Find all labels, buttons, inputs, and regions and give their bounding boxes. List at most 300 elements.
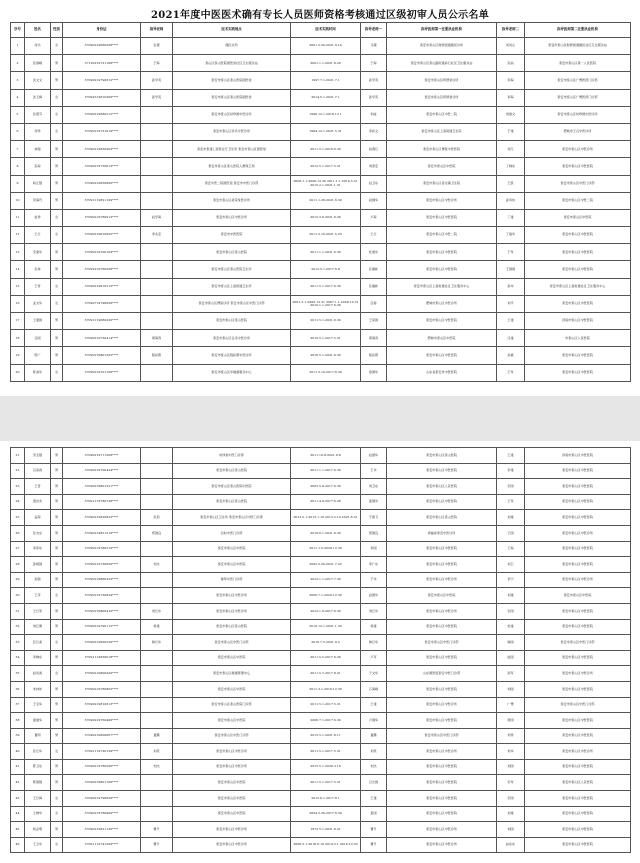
table-cell: 男 xyxy=(51,572,63,588)
table-cell: 泰安市泰山区中医门诊部 xyxy=(387,635,497,651)
table-cell: 男 xyxy=(51,681,63,697)
table-cell: 王红 xyxy=(25,227,51,244)
table-cell: 泰安市泰山区博爱中医医院 xyxy=(387,141,497,158)
table-cell: 男 xyxy=(51,158,63,175)
document-page-1 xyxy=(0,0,640,396)
table-cell: 泰安市泰山区中医门诊部 xyxy=(387,728,497,744)
table-cell: 何红 xyxy=(497,141,525,158)
table-cell: 泰安市泰山区中医诊所 xyxy=(173,759,291,775)
table-cell: 2011.5.1-2016.6.30 xyxy=(291,141,361,158)
column-header: 医术实践时间 xyxy=(291,23,361,38)
table-cell: 27 xyxy=(11,541,25,557)
table-cell: 37090219711208**** xyxy=(63,448,141,464)
table-cell: 37091119780728**** xyxy=(63,494,141,510)
table-cell: 2016.7.5-2021.9.2 xyxy=(291,635,361,651)
table-cell: 程彩霞 xyxy=(141,347,173,364)
table-cell: 时珍堂中医门诊部 xyxy=(173,448,291,464)
table-cell: 泰安市泰山区中医门诊部 xyxy=(525,175,631,192)
table-cell: 2016.6.1-2021.6.30 xyxy=(291,525,361,541)
table-cell: 2010.12.1-2021.1.30 xyxy=(291,619,361,635)
table-cell: 2011.5.1-2017.5.31 xyxy=(291,697,361,713)
table-cell: 女 xyxy=(51,278,63,295)
table-cell: 男 xyxy=(51,541,63,557)
table-cell: 男 xyxy=(51,72,63,89)
table-cell: 刘国 xyxy=(497,681,525,697)
table-cell: 37092319810306**** xyxy=(63,89,141,106)
table-row xyxy=(11,55,631,72)
table-cell: 吕志国 xyxy=(361,775,387,791)
table-cell: 泰安市泰山区中医医院 xyxy=(525,603,631,619)
column-header: 指导医师第一注册执业机构 xyxy=(387,23,497,38)
table-cell: 男 xyxy=(51,619,63,635)
table-cell: 17 xyxy=(11,313,25,330)
table-row xyxy=(11,158,631,175)
table-cell: 泰安市泰山区中医院 xyxy=(173,557,291,573)
table-cell: 刘杰 xyxy=(141,557,173,573)
table-row xyxy=(11,448,631,464)
table-cell: 刘卫东 xyxy=(361,479,387,495)
table-cell: 赵国 xyxy=(497,650,525,666)
table-cell: 泰安市泰山区中医医院 xyxy=(387,313,497,330)
table-row xyxy=(11,650,631,666)
table-cell: 泰安市泰山区任丞中医诊所 xyxy=(173,330,291,347)
table-cell: 孙嘉 xyxy=(497,347,525,364)
table-cell: 38 xyxy=(11,713,25,729)
table-cell: 张莉 xyxy=(141,510,173,526)
table-cell: 赵秀 xyxy=(25,209,51,226)
table-cell: 泰安市泰山区泰山医院国医堂 xyxy=(173,89,291,106)
table-cell: 泰安市泰山区程彩霞中医诊所 xyxy=(173,347,291,364)
table-cell: 女 xyxy=(51,89,63,106)
table-cell: 赵学海 xyxy=(141,209,173,226)
table-cell: 男 xyxy=(51,244,63,261)
table-cell: 2011.1.1-2021.6.30 xyxy=(291,244,361,261)
table-cell: 张吉东 xyxy=(25,525,51,541)
table-cell: 泰安市泰山区中医医院 xyxy=(525,650,631,666)
table-cell: 37090219701106**** xyxy=(63,364,141,381)
table-cell: 泰安市泰山区泰山医院 xyxy=(173,244,291,261)
table-cell: 37091119830618**** xyxy=(63,650,141,666)
table-cell: 37090219790828**** xyxy=(63,791,141,807)
table-cell: 泰安市泰山区中医医院 xyxy=(525,227,631,244)
table-cell: 男 xyxy=(51,525,63,541)
table-cell: 37090219800410**** xyxy=(63,603,141,619)
table-cell: 韩红华 xyxy=(361,635,387,651)
table-cell: 李宁 xyxy=(497,572,525,588)
table-cell: 杨建 xyxy=(361,619,387,635)
table-row xyxy=(11,494,631,510)
table-row xyxy=(11,775,631,791)
table-cell: 泰安市泰山区中医二院 xyxy=(525,192,631,209)
table-cell: 市泰山区人民医院 xyxy=(525,330,631,347)
table-row xyxy=(11,666,631,682)
table-cell: 刘华 xyxy=(497,744,525,760)
table-cell: 泰安市泰山区泰山医院 xyxy=(173,313,291,330)
table-row xyxy=(11,525,631,541)
table-cell: 男 xyxy=(51,650,63,666)
table-cell: 聂洪杰 xyxy=(25,494,51,510)
table-cell: 吕家森 xyxy=(25,463,51,479)
table-cell: 4 xyxy=(11,89,25,106)
document-page-2 xyxy=(0,441,640,863)
table-cell: 泰安市泰山区中医医院 xyxy=(525,619,631,635)
table-cell xyxy=(141,141,173,158)
table-cell: 杜建华 xyxy=(361,244,387,261)
table-cell: 2011.1.28-2021.6.30 xyxy=(291,192,361,209)
table-cell: 吕春 xyxy=(361,295,387,312)
table-cell: 泰安市泰山区中医诊所 xyxy=(173,588,291,604)
table-cell: 山东国医馆泰安中医门诊部 xyxy=(387,666,497,682)
table-cell: 杨正强 xyxy=(25,175,51,192)
table-cell: 泰安市泰山区泰山医院门诊部 xyxy=(173,697,291,713)
table-cell: 2011.5.7-2017.8.21 xyxy=(291,666,361,682)
table-cell: 卢海 xyxy=(361,209,387,226)
table-cell: 2001.1.1-2021.8.20 xyxy=(291,55,361,72)
table-cell: 35 xyxy=(11,666,25,682)
table-cell: 2006.7.1-2017.6.30 xyxy=(291,713,361,729)
table-cell: 李彩文 xyxy=(361,123,387,140)
table-cell: 37090719790828**** xyxy=(63,295,141,312)
table-cell: 曹升 xyxy=(141,837,173,853)
table-cell: 37090219750813**** xyxy=(63,158,141,175)
table-cell: 沈文文 xyxy=(25,72,51,89)
table-row xyxy=(11,313,631,330)
table-cell: 2011.3.1-2016.12.30 xyxy=(291,681,361,697)
table-cell: 王云华 xyxy=(25,837,51,853)
table-cell: 泰安市泰山区卫生所 泰安市泰山区中医门诊部 xyxy=(173,510,291,526)
table-cell: 程彩霞 xyxy=(361,347,387,364)
table-cell: 赵国华 xyxy=(361,192,387,209)
table-cell: 37092219760508**** xyxy=(63,261,141,278)
page-title: 2021年度中医医术确有专长人员医师资格考核通过区级初审人员公示名单 xyxy=(150,10,490,21)
table-cell: 宋国 xyxy=(497,479,525,495)
table-cell xyxy=(141,175,173,192)
table-cell: 男 xyxy=(51,728,63,744)
table-body xyxy=(11,448,631,853)
table-cell: 1997.7.1-2021.7.1 xyxy=(291,72,361,89)
table-cell: 张雁彬 xyxy=(361,261,387,278)
table-cell: 24 xyxy=(11,494,25,510)
table-row xyxy=(11,822,631,838)
table-cell: 泰安市泰山区中医诊所 xyxy=(525,141,631,158)
table-cell: 周海涛 xyxy=(141,330,173,347)
table-cell: 1996.12.1-2018.12.1 xyxy=(291,106,361,123)
table-cell: 曹升 xyxy=(361,822,387,838)
table-row xyxy=(11,209,631,226)
table-cell: 王国 xyxy=(497,525,525,541)
column-header: 身份证 xyxy=(63,23,141,38)
table-cell: 刘红华 xyxy=(141,603,173,619)
table-cell: 王建 xyxy=(497,448,525,464)
table-cell: 郑国良 xyxy=(141,525,173,541)
table-row xyxy=(11,330,631,347)
table-cell: 泰安市泰山区中医诊所 xyxy=(387,837,497,853)
table-row xyxy=(11,728,631,744)
table-cell: 泰安市泰山区中医医院 xyxy=(525,494,631,510)
table-cell: 济南市泰山区中医医院 xyxy=(525,313,631,330)
table-cell: 泰山区泰山医院国医堂社区卫生服务站 xyxy=(173,55,291,72)
table-cell: 29 xyxy=(11,572,25,588)
table-cell: 任建 xyxy=(497,330,525,347)
table-cell xyxy=(141,588,173,604)
table-cell: 泰安市泰山区中医二院 xyxy=(387,106,497,123)
table-cell: 卢军 xyxy=(361,650,387,666)
table-row xyxy=(11,261,631,278)
table-cell: 李海 xyxy=(497,89,525,106)
table-cell xyxy=(141,123,173,140)
table-cell: 宋军 xyxy=(497,775,525,791)
column-header: 姓名 xyxy=(25,23,51,38)
table-cell: 王红梅 xyxy=(25,791,51,807)
table-cell: 泰安市泰山区上高街道卫生所 xyxy=(173,278,291,295)
table-cell: 孙相国 xyxy=(25,557,51,573)
table-cell: 37090219700109**** xyxy=(63,244,141,261)
table-cell: 夏建华 xyxy=(25,713,51,729)
table-cell: 泰安市泰山区泰山医院 xyxy=(173,619,291,635)
table-cell: 济南市泰山区中医医院 xyxy=(525,448,631,464)
applicant-table-1 xyxy=(10,22,631,382)
table-cell: 3 xyxy=(11,72,25,89)
table-cell: 男 xyxy=(51,347,63,364)
table-cell: 吴宝强 xyxy=(25,448,51,464)
table-cell: 2015.5.1-2020.3.19 xyxy=(291,759,361,775)
table-row xyxy=(11,588,631,604)
table-cell: 泰安市泰山区中医医院 xyxy=(525,837,631,853)
table-cell: 陈卫东 xyxy=(25,759,51,775)
table-cell: 男 xyxy=(51,55,63,72)
table-cell: 泰安市泰山区中医医院 xyxy=(525,791,631,807)
column-header: 指导老师二 xyxy=(497,23,525,38)
table-cell: 孙风伟 xyxy=(497,192,525,209)
table-row xyxy=(11,364,631,381)
table-cell: 泰安市泰山区中医二院 xyxy=(387,227,497,244)
table-cell: 泰安市泰山区广博医药门诊部 xyxy=(525,72,631,89)
table-row xyxy=(11,123,631,140)
table-cell: 18 xyxy=(11,330,25,347)
table-cell: 泰安市泰山区财源街道健民社区卫生服务站 xyxy=(525,38,631,55)
table-cell: 45 xyxy=(11,822,25,838)
table-cell: 泰安市泰山区中医医院 xyxy=(525,479,631,495)
table-row xyxy=(11,837,631,853)
table-cell: 李兆安 xyxy=(141,227,173,244)
table-cell: 16 xyxy=(11,295,25,312)
table-cell: 女 xyxy=(51,588,63,604)
table-cell: 张红华 xyxy=(25,744,51,760)
table-cell: 泰安市泰山区中医医院 xyxy=(525,158,631,175)
table-cell: 泰安市泰山区中医门诊部 xyxy=(525,635,631,651)
table-cell: 15 xyxy=(11,278,25,295)
table-cell: 泰安市泰山区泰山医院 xyxy=(387,448,497,464)
table-row xyxy=(11,479,631,495)
table-cell: 张雁彬 xyxy=(361,278,387,295)
table-cell: 1 xyxy=(11,38,25,55)
table-cell: 2001.5.1-2006.12.31 2007.1.1-2009.12.31 2010.1.1-2017.6.30 xyxy=(291,295,361,312)
table-cell: 泰安中医二院国医馆 泰安市中医门诊部 xyxy=(173,175,291,192)
table-cell: 2011.1.5-2020.12.30 xyxy=(291,541,361,557)
table-cell: 23 xyxy=(11,479,25,495)
table-cell: 女 xyxy=(51,364,63,381)
table-cell xyxy=(141,775,173,791)
table-cell: 刘建 xyxy=(497,588,525,604)
column-header: 指导医师第二注册执业机构 xyxy=(525,23,631,38)
table-cell: 2012.5.1-2017.6.8 xyxy=(291,261,361,278)
table-cell: 杨必明 xyxy=(25,822,51,838)
table-cell: 韩国 xyxy=(497,635,525,651)
table-cell: 何珍 xyxy=(25,123,51,140)
table-cell: 泰安市泰山区中医院 xyxy=(173,713,291,729)
table-cell: 2011.4.9-2017.6.28 xyxy=(291,494,361,510)
table-cell: 男 xyxy=(51,697,63,713)
table-cell: 泰安市泰山区泰山医院 xyxy=(387,510,497,526)
table-cell: 43 xyxy=(11,791,25,807)
table-cell: 何出 xyxy=(25,38,51,55)
table-cell: 李广东 xyxy=(361,557,387,573)
table-cell: 姜国华 xyxy=(361,494,387,510)
table-cell: 37090219830806**** xyxy=(63,175,141,192)
table-cell xyxy=(141,192,173,209)
table-cell: 泰安市泰山区中医院 xyxy=(525,209,631,226)
table-cell: 丁建 xyxy=(497,209,525,226)
table-cell: 四时中医门诊部 xyxy=(173,525,291,541)
table-cell: 男 xyxy=(51,557,63,573)
table-cell: 2015.5.1-2021.8.11 xyxy=(291,728,361,744)
table-cell: 女 xyxy=(51,209,63,226)
table-cell: 37091119720129**** xyxy=(63,744,141,760)
table-cell: 泰安市泰山区中医院 xyxy=(173,791,291,807)
table-cell: 孙学英 xyxy=(361,72,387,89)
table-cell: 刘建文 xyxy=(497,106,525,123)
table-cell: 泰安市泰山区时珍国中医诊所 xyxy=(525,106,631,123)
table-row xyxy=(11,806,631,822)
table-cell: 2011.5.1-2017.5.31 xyxy=(291,775,361,791)
table-cell: 37090219851216**** xyxy=(63,525,141,541)
table-cell: 王红 xyxy=(361,227,387,244)
table-cell: 男 xyxy=(51,775,63,791)
table-cell: 王建 xyxy=(361,791,387,807)
table-row xyxy=(11,192,631,209)
table-cell: 陈广 xyxy=(25,347,51,364)
table-cell: 泰安市泰山区中医医院 xyxy=(387,650,497,666)
table-row xyxy=(11,463,631,479)
table-cell: 泰安市泰山区中医医院 xyxy=(387,791,497,807)
table-cell: 赵东东 xyxy=(497,837,525,853)
table-cell: 2011.10.8-2021.8.8 xyxy=(291,448,361,464)
table-cell: 泰安市泰山区中医医院 xyxy=(387,541,497,557)
table-row xyxy=(11,175,631,192)
table-cell: 夏鹏 xyxy=(141,728,173,744)
table-cell: 37090219820529**** xyxy=(63,635,141,651)
table-cell: 男 xyxy=(51,175,63,192)
table-cell: 男 xyxy=(51,713,63,729)
table-cell: 张红美 xyxy=(25,635,51,651)
table-row xyxy=(11,572,631,588)
table-cell: 孙军 xyxy=(497,666,525,682)
table-cell: 沈玉梅 xyxy=(25,89,51,106)
page-gap xyxy=(0,396,640,441)
table-cell: 2012.5.1-2017.5.31 xyxy=(291,158,361,175)
table-cell: 王晓华 xyxy=(25,806,51,822)
table-cell: 王凯 xyxy=(497,175,525,192)
table-cell: 肥城市王瓜中医诊所 xyxy=(525,123,631,140)
table-cell: 2010.5.1-2017.5.31 xyxy=(291,330,361,347)
table-cell: 丁晓东 xyxy=(497,158,525,175)
table-row xyxy=(11,681,631,697)
table-cell: 泰安市泰山区中医诊所 xyxy=(525,666,631,682)
table-cell: 9 xyxy=(11,175,25,192)
table-cell: 孙强 xyxy=(25,572,51,588)
table-cell: 女 xyxy=(51,837,63,853)
table-cell: 泰安市泰山区中医诊所 xyxy=(173,837,291,853)
table-row xyxy=(11,278,631,295)
table-cell: 泰安市泰山区博爱诊所 泰安市泰山区中医门诊部 xyxy=(173,295,291,312)
table-cell: 37090219800420**** xyxy=(63,666,141,682)
table-cell: 21 xyxy=(11,448,25,464)
table-cell: 王军 xyxy=(497,494,525,510)
table-cell: 泰安市泰山区邦德堂诊所 xyxy=(387,72,497,89)
table-cell: 2015.3.6-2021.6.30 xyxy=(291,209,361,226)
table-cell: 男 xyxy=(51,448,63,464)
table-cell: 2006.1.1-2006.12.30 2011.1.1-2014.3.31 2015.2.1-2021.1.31 xyxy=(291,175,361,192)
table-cell: 男 xyxy=(51,313,63,330)
table-cell: 37090219790812**** xyxy=(63,72,141,89)
table-cell: 37090219810813**** xyxy=(63,697,141,713)
table-row xyxy=(11,38,631,55)
table-cell: 泰安市泰山区中医院 xyxy=(173,541,291,557)
table-cell: 姜国 xyxy=(361,806,387,822)
table-cell xyxy=(141,278,173,295)
table-cell: 韩红华 xyxy=(141,635,173,651)
table-cell: 34 xyxy=(11,650,25,666)
table-cell: 刘卫 xyxy=(497,557,525,573)
table-cell: 7 xyxy=(11,141,25,158)
table-cell: 女 xyxy=(51,791,63,807)
table-cell: 男 xyxy=(51,479,63,495)
table-cell: 28 xyxy=(11,557,25,573)
table-row xyxy=(11,557,631,573)
table-cell: 赵卫东 xyxy=(361,175,387,192)
table-cell: 周国 xyxy=(497,713,525,729)
table-cell: 刘杰 xyxy=(141,759,173,775)
table-cell: 泰安市泰山区中医诊所 xyxy=(525,572,631,588)
table-cell: 马捷 xyxy=(361,38,387,55)
table-cell: 泰安市泰山区中医医院 xyxy=(387,209,497,226)
table-cell: 泰安市泰山区中医院 xyxy=(387,588,497,604)
table-cell: 36 xyxy=(11,681,25,697)
table-cell: 泰安市泰山区第一人民医院 xyxy=(525,55,631,72)
table-cell: 刘英 xyxy=(361,744,387,760)
table-cell: 女 xyxy=(51,227,63,244)
table-cell: 赵国华 xyxy=(361,588,387,604)
table-cell: 泰安市泰山区中医诊所 xyxy=(173,822,291,838)
table-cell: 泰安市泰山区中医医院 xyxy=(387,806,497,822)
table-cell: 刘英 xyxy=(141,744,173,760)
table-cell: 刘红旗 xyxy=(25,619,51,635)
table-cell: 2011.5.10-2017.6.30 xyxy=(291,364,361,381)
table-cell: 杜建 xyxy=(497,619,525,635)
table-cell: 泰安市泰山区中医诊所 xyxy=(387,822,497,838)
table-cell: 泰安市泰山区中医医院 xyxy=(387,681,497,697)
table-cell: 张林 xyxy=(25,261,51,278)
table-cell: 刘红华 xyxy=(361,603,387,619)
table-cell: 2011.5.1-2017.5.31 xyxy=(291,744,361,760)
table-cell: 2011.5.1-2021.6.30 xyxy=(291,313,361,330)
table-cell: 泰安市泰山区中医院 xyxy=(173,650,291,666)
table-cell: 37090219820823**** xyxy=(63,510,141,526)
table-cell: 37090219680215**** xyxy=(63,106,141,123)
table-cell: 男 xyxy=(51,510,63,526)
table-cell: 泰安市泰山区中医院 xyxy=(525,588,631,604)
table-cell: 37090219860322**** xyxy=(63,572,141,588)
